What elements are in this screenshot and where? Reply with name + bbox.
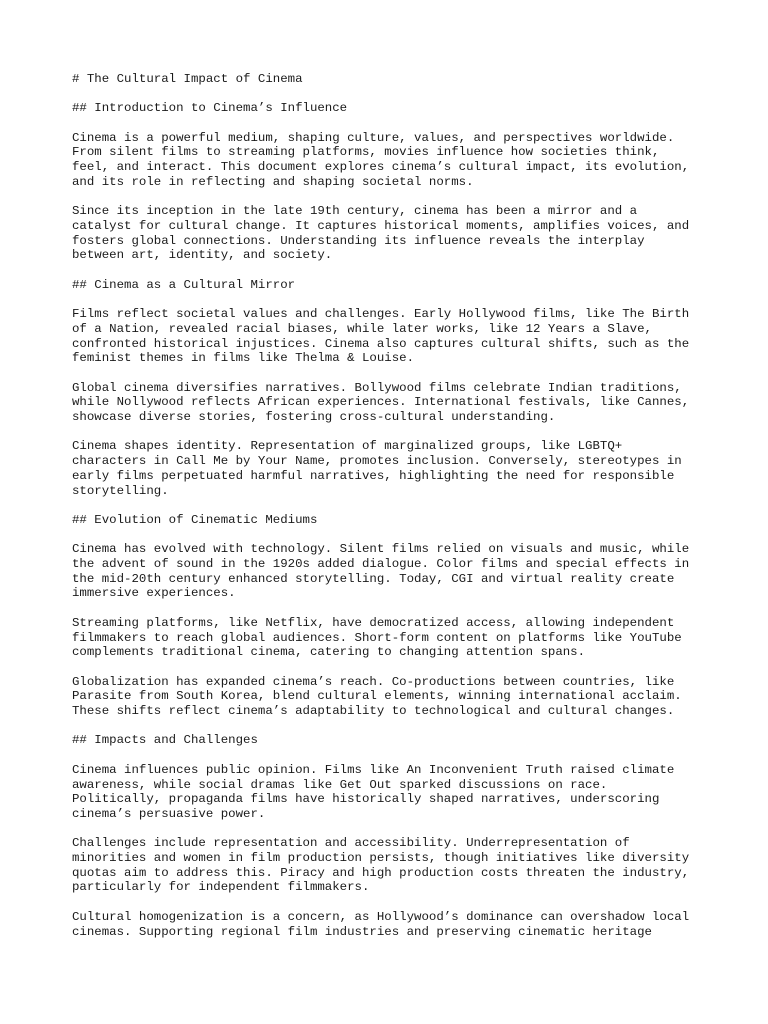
paragraph: Cinema influences public opinion. Films like An Inconvenient Truth raised climate awareness, while social dramas like Get Out sparked discussions on race. Politically, propaganda films have historically shaped narratives, underscoring cinema’s persuasive power. bbox=[72, 762, 675, 821]
paragraph: Films reflect societal values and challenges. Early Hollywood films, like The Birth of a Nation, revealed racial biases, while later works, like 12 Years a Slave, confronted historical injustices. Cinema also captures cultural shifts, such as the feminist themes in films like Thelma & Louise. bbox=[72, 307, 690, 366]
section-heading-cultural-mirror: ## Cinema as a Cultural Mirror bbox=[72, 277, 296, 292]
section-heading-evolution: ## Evolution of Cinematic Mediums bbox=[72, 512, 318, 527]
section-heading-introduction: ## Introduction to Cinema’s Influence bbox=[72, 101, 348, 116]
document-page bbox=[72, 72, 702, 954]
paragraph: Cinema shapes identity. Representation of marginalized groups, like LGBTQ+ characters in Call Me by Your Name, promotes inclusion. Conversely, stereotypes in early films perpetuated harmful narratives, highlighting the need for responsible storytelling. bbox=[72, 439, 682, 498]
paragraph: Streaming platforms, like Netflix, have democratized access, allowing independent filmmakers to reach global audiences. Short-form content on platforms like YouTube complements traditional cinema, catering to changing attention spans. bbox=[72, 615, 682, 660]
paragraph: Global cinema diversifies narratives. Bollywood films celebrate Indian traditions, while Nollywood reflects African experiences. International festivals, like Cannes, showcase diverse stories, fostering cross-cultural understanding. bbox=[72, 380, 690, 425]
paragraph: Globalization has expanded cinema’s reach. Co-productions between countries, like Parasite from South Korea, blend cultural elements, winning international acclaim. These shifts reflect cinema’s adaptability to technological and cultural changes. bbox=[72, 674, 682, 719]
section-heading-impacts: ## Impacts and Challenges bbox=[72, 733, 258, 748]
paragraph: Cinema has evolved with technology. Silent films relied on visuals and music, while the advent of sound in the 1920s added dialogue. Color films and special effects in the mid-20th century enhanced storytelling. Today, CGI and virtual reality create immersive experiences. bbox=[72, 542, 690, 601]
paragraph: Challenges include representation and accessibility. Underrepresentation of minorities and women in film production persists, though initiatives like diversity quotas aim to address this. Piracy and high production costs threaten the industry, particularly for independent filmmakers. bbox=[72, 836, 690, 895]
paragraph: Since its inception in the late 19th century, cinema has been a mirror and a catalyst for cultural change. It captures historical moments, amplifies voices, and fosters global connections. Understanding its influence reveals the interplay between art, identity, and society. bbox=[72, 204, 690, 263]
document-title: # The Cultural Impact of Cinema bbox=[72, 72, 303, 86]
paragraph: Cultural homogenization is a concern, as Hollywood’s dominance can overshadow local cinemas. Supporting regional film industries and preserving cinematic heritage bbox=[72, 909, 690, 939]
paragraph: Cinema is a powerful medium, shaping culture, values, and perspectives worldwide. From silent films to streaming platforms, movies influence how societies think, feel, and interact. This document explores cinema’s cultural impact, its evolution, and its role in reflecting and shaping societal norms. bbox=[72, 130, 690, 189]
